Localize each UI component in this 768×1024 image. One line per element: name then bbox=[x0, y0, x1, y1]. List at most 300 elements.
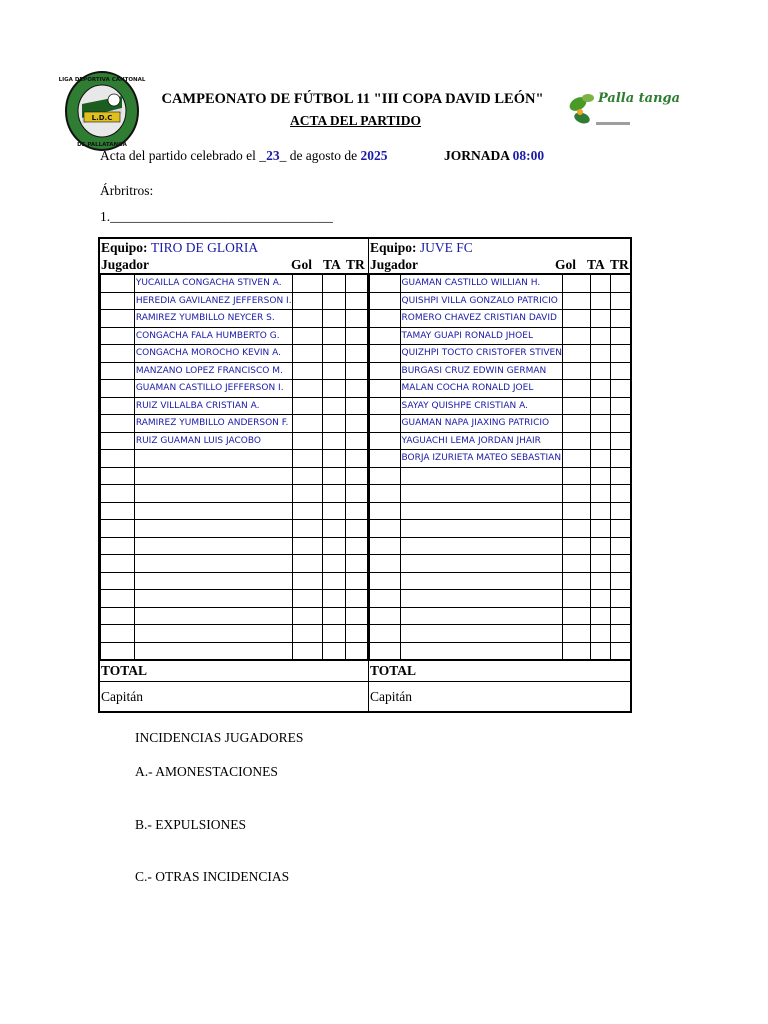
player-name-cell bbox=[400, 590, 562, 608]
incidencias-otras: C.- OTRAS INCIDENCIAS bbox=[135, 869, 290, 884]
player-ta-cell bbox=[322, 537, 345, 555]
player-num-cell bbox=[101, 590, 135, 608]
player-num-cell bbox=[101, 520, 135, 538]
player-gol-cell bbox=[562, 275, 590, 293]
player-gol-cell bbox=[292, 362, 322, 380]
team-left-name: TIRO DE GLORIA bbox=[150, 240, 259, 255]
player-num-cell bbox=[370, 485, 401, 503]
player-gol-cell bbox=[292, 292, 322, 310]
player-row bbox=[370, 520, 632, 538]
player-tr-cell bbox=[610, 642, 631, 660]
player-num-cell bbox=[101, 345, 135, 363]
player-name-cell: RAMIREZ YUMBILLO ANDERSON F. bbox=[134, 415, 292, 433]
player-ta-cell bbox=[590, 450, 610, 468]
player-ta-cell bbox=[590, 555, 610, 573]
team-left bbox=[100, 239, 369, 711]
player-num-cell bbox=[370, 362, 401, 380]
player-row bbox=[370, 642, 632, 660]
player-ta-cell bbox=[322, 590, 345, 608]
player-ta-cell bbox=[590, 467, 610, 485]
player-row bbox=[101, 380, 368, 398]
player-row bbox=[101, 432, 368, 450]
player-gol-cell bbox=[562, 397, 590, 415]
player-name-cell bbox=[400, 607, 562, 625]
player-row bbox=[370, 397, 632, 415]
player-name-cell bbox=[134, 590, 292, 608]
league-logo bbox=[58, 70, 146, 152]
player-tr-cell bbox=[610, 590, 631, 608]
player-gol-cell bbox=[562, 380, 590, 398]
acta-prefix: Acta del partido celebrado el _ bbox=[100, 148, 267, 163]
col-tr: TR bbox=[346, 257, 365, 272]
col-jugador: Jugador bbox=[370, 257, 419, 272]
player-name-cell bbox=[134, 642, 292, 660]
player-ta-cell bbox=[590, 275, 610, 293]
player-tr-cell bbox=[610, 275, 631, 293]
player-row bbox=[370, 485, 632, 503]
player-gol-cell bbox=[562, 520, 590, 538]
page-subtitle: ACTA DEL PARTIDO bbox=[290, 113, 422, 128]
player-num-cell bbox=[101, 537, 135, 555]
player-ta-cell bbox=[590, 397, 610, 415]
player-name-cell bbox=[400, 502, 562, 520]
player-name-cell: YAGUACHI LEMA JORDAN JHAIR bbox=[400, 432, 562, 450]
player-ta-cell bbox=[590, 590, 610, 608]
player-tr-cell bbox=[610, 432, 631, 450]
player-name-cell: ROMERO CHAVEZ CRISTIAN DAVID bbox=[400, 310, 562, 328]
player-tr-cell bbox=[345, 502, 367, 520]
player-row bbox=[101, 590, 368, 608]
player-num-cell bbox=[370, 415, 401, 433]
player-name-cell bbox=[400, 625, 562, 643]
player-tr-cell bbox=[610, 485, 631, 503]
player-num-cell bbox=[101, 327, 135, 345]
player-tr-cell bbox=[610, 520, 631, 538]
incidencias-amonestaciones: A.- AMONESTACIONES bbox=[135, 764, 278, 779]
player-ta-cell bbox=[322, 432, 345, 450]
player-num-cell bbox=[101, 380, 135, 398]
incidencias-expulsiones: B.- EXPULSIONES bbox=[135, 817, 247, 832]
player-num-cell bbox=[101, 362, 135, 380]
team-left-columns bbox=[100, 256, 368, 274]
player-num-cell bbox=[101, 292, 135, 310]
player-tr-cell bbox=[345, 607, 367, 625]
player-name-cell: QUISHPI VILLA GONZALO PATRICIO bbox=[400, 292, 562, 310]
player-gol-cell bbox=[292, 502, 322, 520]
team-right-name: JUVE FC bbox=[419, 240, 473, 255]
player-tr-cell bbox=[345, 590, 367, 608]
team-left-total: TOTAL bbox=[100, 660, 368, 682]
player-gol-cell bbox=[292, 520, 322, 538]
player-num-cell bbox=[370, 345, 401, 363]
player-ta-cell bbox=[322, 362, 345, 380]
player-row bbox=[101, 555, 368, 573]
player-row bbox=[370, 467, 632, 485]
player-num-cell bbox=[370, 520, 401, 538]
col-ta: TA bbox=[323, 257, 341, 272]
player-name-cell: BURGASI CRUZ EDWIN GERMAN bbox=[400, 362, 562, 380]
player-name-cell bbox=[134, 555, 292, 573]
player-tr-cell bbox=[610, 467, 631, 485]
player-num-cell bbox=[101, 572, 135, 590]
player-row bbox=[370, 450, 632, 468]
player-gol-cell bbox=[292, 485, 322, 503]
player-name-cell bbox=[400, 642, 562, 660]
player-row bbox=[370, 625, 632, 643]
player-num-cell bbox=[370, 450, 401, 468]
player-name-cell: YUCAILLA CONGACHA STIVEN A. bbox=[134, 275, 292, 293]
player-row bbox=[101, 537, 368, 555]
player-tr-cell bbox=[610, 397, 631, 415]
player-row bbox=[370, 362, 632, 380]
player-num-cell bbox=[101, 432, 135, 450]
player-ta-cell bbox=[590, 572, 610, 590]
page-title: CAMPEONATO DE FÚTBOL 11 "III COPA DAVID LEÓN" bbox=[161, 91, 544, 107]
player-num-cell bbox=[101, 310, 135, 328]
col-tr: TR bbox=[610, 257, 629, 272]
player-name-cell: CONGACHA MOROCHO KEVIN A. bbox=[134, 345, 292, 363]
player-name-cell bbox=[134, 572, 292, 590]
player-name-cell bbox=[400, 572, 562, 590]
player-ta-cell bbox=[322, 380, 345, 398]
player-num-cell bbox=[370, 397, 401, 415]
player-num-cell bbox=[370, 625, 401, 643]
player-name-cell bbox=[134, 520, 292, 538]
player-tr-cell bbox=[345, 310, 367, 328]
team-right-captain: Capitán bbox=[370, 689, 412, 704]
player-row bbox=[101, 275, 368, 293]
player-gol-cell bbox=[562, 467, 590, 485]
player-gol-cell bbox=[562, 625, 590, 643]
player-tr-cell bbox=[345, 485, 367, 503]
player-num-cell bbox=[370, 590, 401, 608]
player-gol-cell bbox=[292, 467, 322, 485]
player-gol-cell bbox=[292, 625, 322, 643]
player-num-cell bbox=[370, 502, 401, 520]
player-tr-cell bbox=[345, 397, 367, 415]
teams-sheet bbox=[98, 237, 632, 713]
player-gol-cell bbox=[292, 642, 322, 660]
player-gol-cell bbox=[292, 537, 322, 555]
team-left-captain: Capitán bbox=[101, 689, 143, 704]
player-gol-cell bbox=[562, 502, 590, 520]
player-name-cell bbox=[134, 467, 292, 485]
player-row bbox=[370, 415, 632, 433]
player-tr-cell bbox=[345, 625, 367, 643]
player-gol-cell bbox=[292, 432, 322, 450]
player-row bbox=[101, 415, 368, 433]
player-name-cell bbox=[400, 555, 562, 573]
jornada bbox=[444, 148, 544, 164]
player-num-cell bbox=[370, 572, 401, 590]
player-row bbox=[101, 292, 368, 310]
player-num-cell bbox=[101, 607, 135, 625]
player-tr-cell bbox=[610, 502, 631, 520]
acta-date-line bbox=[100, 148, 388, 164]
player-name-cell: RUIZ VILLALBA CRISTIAN A. bbox=[134, 397, 292, 415]
acta-year: 2025 bbox=[360, 148, 388, 163]
player-num-cell bbox=[370, 275, 401, 293]
player-name-cell bbox=[134, 625, 292, 643]
player-ta-cell bbox=[322, 485, 345, 503]
player-ta-cell bbox=[322, 607, 345, 625]
player-ta-cell bbox=[322, 450, 345, 468]
player-num-cell bbox=[101, 275, 135, 293]
player-num-cell bbox=[101, 450, 135, 468]
player-num-cell bbox=[370, 432, 401, 450]
player-tr-cell bbox=[345, 450, 367, 468]
player-row bbox=[101, 625, 368, 643]
player-num-cell bbox=[101, 625, 135, 643]
player-name-cell: MANZANO LOPEZ FRANCISCO M. bbox=[134, 362, 292, 380]
player-num-cell bbox=[101, 555, 135, 573]
player-name-cell bbox=[134, 607, 292, 625]
player-gol-cell bbox=[562, 362, 590, 380]
player-tr-cell bbox=[345, 555, 367, 573]
player-tr-cell bbox=[345, 537, 367, 555]
player-row bbox=[101, 607, 368, 625]
player-row bbox=[101, 642, 368, 660]
player-name-cell: BORJA IZURIETA MATEO SEBASTIAN bbox=[400, 450, 562, 468]
player-ta-cell bbox=[322, 520, 345, 538]
player-row bbox=[370, 327, 632, 345]
player-name-cell: MALAN COCHA RONALD JOEL bbox=[400, 380, 562, 398]
player-gol-cell bbox=[562, 450, 590, 468]
player-row bbox=[370, 555, 632, 573]
player-gol-cell bbox=[292, 327, 322, 345]
player-tr-cell bbox=[610, 362, 631, 380]
player-num-cell bbox=[101, 642, 135, 660]
jornada-time: 08:00 bbox=[512, 148, 545, 163]
player-num-cell bbox=[370, 555, 401, 573]
player-gol-cell bbox=[562, 485, 590, 503]
player-row bbox=[101, 467, 368, 485]
incidencias-title: INCIDENCIAS JUGADORES bbox=[135, 730, 304, 745]
player-tr-cell bbox=[345, 415, 367, 433]
player-tr-cell bbox=[345, 432, 367, 450]
player-row bbox=[370, 572, 632, 590]
team-right-total: TOTAL bbox=[369, 660, 632, 682]
player-name-cell: SAYAY QUISHPE CRISTIAN A. bbox=[400, 397, 562, 415]
player-num-cell bbox=[101, 485, 135, 503]
player-gol-cell bbox=[562, 642, 590, 660]
player-gol-cell bbox=[292, 345, 322, 363]
player-tr-cell bbox=[345, 292, 367, 310]
col-jugador: Jugador bbox=[101, 257, 150, 272]
player-gol-cell bbox=[562, 537, 590, 555]
player-ta-cell bbox=[590, 625, 610, 643]
team-right-columns bbox=[369, 256, 632, 274]
player-ta-cell bbox=[322, 397, 345, 415]
player-tr-cell bbox=[345, 467, 367, 485]
team-right-header: Equipo: JUVE FC bbox=[370, 240, 473, 255]
player-row bbox=[370, 292, 632, 310]
player-gol-cell bbox=[292, 275, 322, 293]
player-name-cell: GUAMAN CASTILLO JEFFERSON I. bbox=[134, 380, 292, 398]
player-name-cell bbox=[134, 485, 292, 503]
player-row bbox=[370, 380, 632, 398]
player-tr-cell bbox=[610, 380, 631, 398]
player-name-cell bbox=[400, 537, 562, 555]
player-gol-cell bbox=[292, 450, 322, 468]
player-ta-cell bbox=[590, 642, 610, 660]
player-gol-cell bbox=[562, 590, 590, 608]
player-row bbox=[370, 502, 632, 520]
col-gol: Gol bbox=[555, 257, 577, 272]
player-tr-cell bbox=[610, 572, 631, 590]
player-name-cell bbox=[400, 467, 562, 485]
player-row bbox=[101, 520, 368, 538]
player-tr-cell bbox=[610, 607, 631, 625]
player-ta-cell bbox=[322, 572, 345, 590]
player-gol-cell bbox=[292, 607, 322, 625]
player-tr-cell bbox=[345, 327, 367, 345]
player-name-cell: RUIZ GUAMAN LUIS JACOBO bbox=[134, 432, 292, 450]
player-ta-cell bbox=[590, 380, 610, 398]
col-ta: TA bbox=[587, 257, 605, 272]
player-row bbox=[101, 397, 368, 415]
player-tr-cell bbox=[610, 625, 631, 643]
player-name-cell: QUIZHPI TOCTO CRISTOFER STIVEN bbox=[400, 345, 562, 363]
arbitro-line-1: 1._________________________________ bbox=[100, 209, 333, 224]
player-tr-cell bbox=[610, 327, 631, 345]
player-gol-cell bbox=[562, 607, 590, 625]
player-name-cell bbox=[134, 502, 292, 520]
player-num-cell bbox=[101, 502, 135, 520]
player-gol-cell bbox=[292, 310, 322, 328]
player-gol-cell bbox=[562, 345, 590, 363]
player-row bbox=[370, 310, 632, 328]
player-gol-cell bbox=[562, 310, 590, 328]
player-tr-cell bbox=[345, 642, 367, 660]
col-gol: Gol bbox=[291, 257, 313, 272]
player-name-cell: CONGACHA FALA HUMBERTO G. bbox=[134, 327, 292, 345]
player-ta-cell bbox=[322, 327, 345, 345]
player-row bbox=[370, 537, 632, 555]
jornada-label: JORNADA bbox=[444, 148, 513, 163]
team-left-players-table bbox=[100, 274, 368, 660]
player-ta-cell bbox=[590, 310, 610, 328]
player-ta-cell bbox=[322, 275, 345, 293]
player-tr-cell bbox=[610, 310, 631, 328]
logo-text-top: LIGA DEPORTIVA CANTONAL bbox=[58, 77, 146, 83]
player-gol-cell bbox=[292, 380, 322, 398]
player-gol-cell bbox=[562, 415, 590, 433]
player-num-cell bbox=[101, 467, 135, 485]
player-row bbox=[101, 485, 368, 503]
player-gol-cell bbox=[292, 572, 322, 590]
player-gol-cell bbox=[562, 555, 590, 573]
player-num-cell bbox=[370, 310, 401, 328]
acta-day: 23 bbox=[266, 148, 280, 163]
player-num-cell bbox=[370, 380, 401, 398]
player-tr-cell bbox=[345, 275, 367, 293]
player-gol-cell bbox=[562, 327, 590, 345]
player-ta-cell bbox=[590, 485, 610, 503]
player-gol-cell bbox=[292, 590, 322, 608]
player-row bbox=[101, 572, 368, 590]
player-ta-cell bbox=[590, 537, 610, 555]
player-name-cell bbox=[134, 537, 292, 555]
player-tr-cell bbox=[345, 520, 367, 538]
player-tr-cell bbox=[345, 572, 367, 590]
player-tr-cell bbox=[610, 415, 631, 433]
player-gol-cell bbox=[562, 292, 590, 310]
player-ta-cell bbox=[590, 362, 610, 380]
player-num-cell bbox=[370, 537, 401, 555]
player-row bbox=[101, 310, 368, 328]
player-ta-cell bbox=[590, 607, 610, 625]
player-name-cell: TAMAY GUAPI RONALD JHOEL bbox=[400, 327, 562, 345]
player-name-cell: GUAMAN NAPA JIAXING PATRICIO bbox=[400, 415, 562, 433]
player-row bbox=[101, 327, 368, 345]
player-tr-cell bbox=[610, 537, 631, 555]
acta-mid: _ de agosto de bbox=[279, 148, 361, 163]
player-ta-cell bbox=[322, 502, 345, 520]
player-ta-cell bbox=[590, 292, 610, 310]
player-num-cell bbox=[370, 607, 401, 625]
player-ta-cell bbox=[322, 415, 345, 433]
player-tr-cell bbox=[345, 345, 367, 363]
player-row bbox=[101, 450, 368, 468]
player-row bbox=[101, 502, 368, 520]
player-ta-cell bbox=[590, 415, 610, 433]
player-tr-cell bbox=[345, 362, 367, 380]
player-ta-cell bbox=[322, 292, 345, 310]
player-name-cell bbox=[400, 485, 562, 503]
arbitros-label: Árbritros: bbox=[100, 183, 154, 198]
player-name-cell bbox=[400, 520, 562, 538]
logo-text-bottom: DE PALLATANGA bbox=[77, 142, 127, 148]
player-tr-cell bbox=[610, 555, 631, 573]
player-row bbox=[370, 590, 632, 608]
player-row bbox=[101, 345, 368, 363]
player-ta-cell bbox=[590, 432, 610, 450]
player-gol-cell bbox=[292, 397, 322, 415]
player-num-cell bbox=[101, 415, 135, 433]
player-name-cell: HEREDIA GAVILANEZ JEFFERSON I. bbox=[134, 292, 292, 310]
player-row bbox=[370, 345, 632, 363]
team-right-players-table bbox=[369, 274, 632, 660]
player-name-cell: GUAMAN CASTILLO WILLIAN H. bbox=[400, 275, 562, 293]
player-ta-cell bbox=[322, 642, 345, 660]
player-ta-cell bbox=[590, 345, 610, 363]
player-ta-cell bbox=[322, 625, 345, 643]
player-name-cell bbox=[134, 450, 292, 468]
player-row bbox=[370, 275, 632, 293]
player-num-cell bbox=[101, 397, 135, 415]
player-ta-cell bbox=[590, 327, 610, 345]
player-ta-cell bbox=[322, 345, 345, 363]
logo-initials: L.D.C bbox=[91, 114, 113, 122]
player-tr-cell bbox=[610, 292, 631, 310]
player-ta-cell bbox=[322, 467, 345, 485]
player-num-cell bbox=[370, 327, 401, 345]
municipality-logo bbox=[566, 82, 681, 134]
player-row bbox=[370, 607, 632, 625]
player-gol-cell bbox=[562, 432, 590, 450]
player-tr-cell bbox=[345, 380, 367, 398]
player-num-cell bbox=[370, 292, 401, 310]
player-tr-cell bbox=[610, 450, 631, 468]
player-num-cell bbox=[370, 642, 401, 660]
player-ta-cell bbox=[322, 555, 345, 573]
player-row bbox=[101, 362, 368, 380]
player-ta-cell bbox=[590, 520, 610, 538]
player-name-cell: RAMIREZ YUMBILLO NEYCER S. bbox=[134, 310, 292, 328]
player-ta-cell bbox=[322, 310, 345, 328]
player-gol-cell bbox=[562, 572, 590, 590]
